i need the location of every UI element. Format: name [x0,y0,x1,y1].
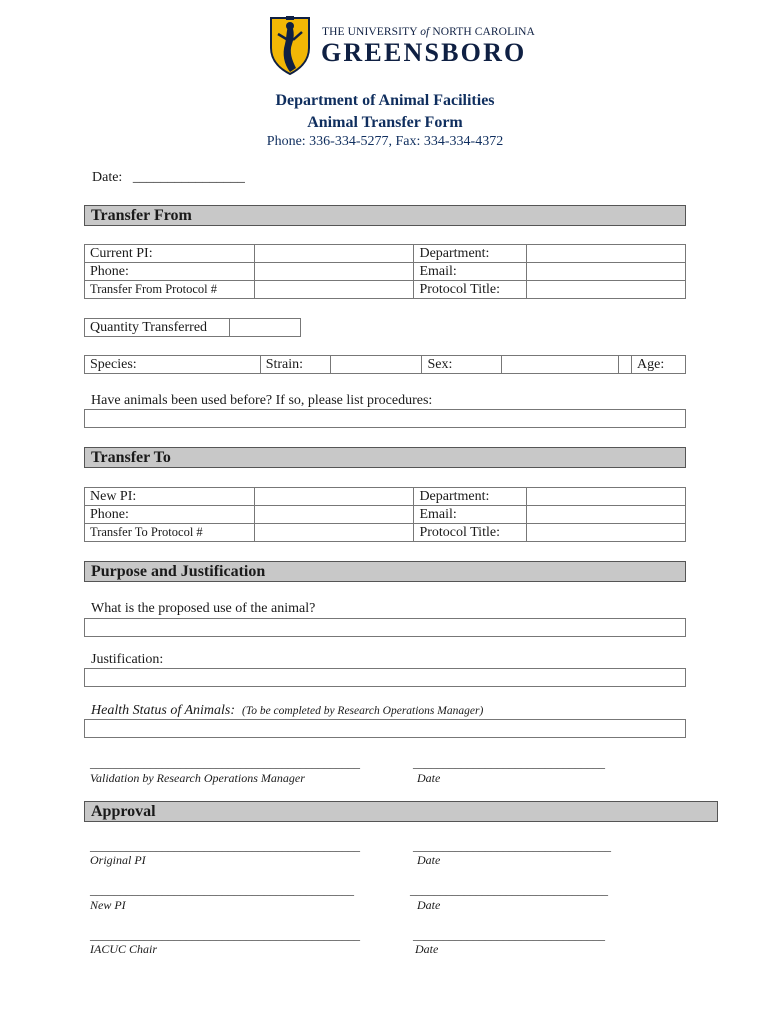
email-field[interactable] [527,263,686,281]
validation-date-line[interactable]: ________________________________ [413,756,605,770]
table-row [85,488,686,506]
table-row [85,281,686,299]
date-blank: ________________ [132,170,245,185]
quantity-label: Quantity Transferred [85,319,230,337]
age-field[interactable] [618,355,686,374]
quantity-field[interactable] [229,319,300,337]
health-status-label [91,703,483,719]
section-transfer-from: Transfer From [84,205,686,226]
to-protocol-title-field[interactable] [527,524,686,542]
age-label: Age: [632,356,686,374]
section-purpose: Purpose and Justification [84,561,686,582]
to-department-label: Department: [414,488,527,506]
iacuc-date-line[interactable]: ________________________________ [413,928,605,942]
health-status-field[interactable] [84,719,686,738]
to-protocol-field[interactable] [254,524,414,542]
date-label: Date: [92,170,123,185]
used-before-field[interactable] [84,409,686,428]
new-pi-label: New PI: [85,488,255,506]
to-phone-field[interactable] [254,506,414,524]
original-pi-date-label: Date [417,853,441,867]
original-pi-label: Original PI [90,853,146,867]
email-label: Email: [414,263,527,281]
current-pi-label: Current PI: [85,245,255,263]
logo-university-line: THE UNIVERSITY of NORTH CAROLINA [322,26,535,38]
form-title: Animal Transfer Form [307,114,463,131]
strain-field[interactable] [330,356,422,374]
used-before-question: Have animals been used before? If so, please list procedures: [91,393,433,408]
university-logo [268,14,535,80]
table-row [85,245,686,263]
iacuc-date-label: Date [415,942,439,956]
new-pi-date-line[interactable]: _________________________________ [410,883,608,897]
current-pi-field[interactable] [254,245,414,263]
table-row [85,506,686,524]
logo-greensboro: GREENSBORO [321,38,527,67]
new-pi-date-label: Date [417,898,441,912]
health-status-text: Health Status of Animals: [91,703,236,718]
department-label: Department: [414,245,527,263]
to-email-field[interactable] [527,506,686,524]
validation-signature-line[interactable]: _____________________________________________ [90,756,360,770]
justification-label: Justification: [91,652,164,667]
health-status-note: (To be completed by Research Operations Manager) [242,705,484,717]
iacuc-signature-line[interactable]: _____________________________________________ [90,928,360,942]
to-phone-label: Phone: [85,506,255,524]
validation-label: Validation by Research Operations Manager [90,771,305,785]
table-row [85,263,686,281]
proposed-use-label: What is the proposed use of the animal? [91,601,316,616]
strain-label: Strain: [260,356,330,374]
department-field[interactable] [527,245,686,263]
protocol-title-field[interactable] [527,281,686,299]
department-title: Department of Animal Facilities [275,92,495,109]
table-row [85,524,686,542]
sex-label: Sex: [422,356,502,374]
original-pi-signature-line[interactable]: _____________________________________________ [90,839,360,853]
quantity-table [84,318,301,337]
new-pi-signature-line[interactable]: ____________________________________________ [90,883,354,897]
new-pi-field[interactable] [254,488,414,506]
protocol-field[interactable] [254,281,414,299]
phone-label: Phone: [85,263,255,281]
to-department-field[interactable] [527,488,686,506]
table-row [85,356,686,374]
original-pi-date-line[interactable]: _________________________________ [413,839,611,853]
protocol-title-label: Protocol Title: [414,281,527,299]
phone-field[interactable] [254,263,414,281]
iacuc-chair-label: IACUC Chair [90,942,158,956]
shield-icon [268,14,312,76]
section-transfer-to: Transfer To [84,447,686,468]
to-email-label: Email: [414,506,527,524]
transfer-to-table [84,487,686,542]
transfer-from-table [84,244,686,299]
protocol-label: Transfer From Protocol # [85,281,255,299]
phone-fax: Phone: 336-334-5277, Fax: 334-334-4372 [266,134,504,149]
table-row [85,319,301,337]
animal-info-table [84,355,686,374]
new-pi-label: New PI [90,898,126,912]
justification-field[interactable] [84,668,686,687]
date-field[interactable] [92,170,245,186]
proposed-use-field[interactable] [84,618,686,637]
validation-date-label: Date [417,771,441,785]
section-approval: Approval [84,801,718,822]
sex-field[interactable] [502,356,632,374]
to-protocol-label: Transfer To Protocol # [85,524,255,542]
to-protocol-title-label: Protocol Title: [414,524,527,542]
species-label: Species: [85,356,261,374]
